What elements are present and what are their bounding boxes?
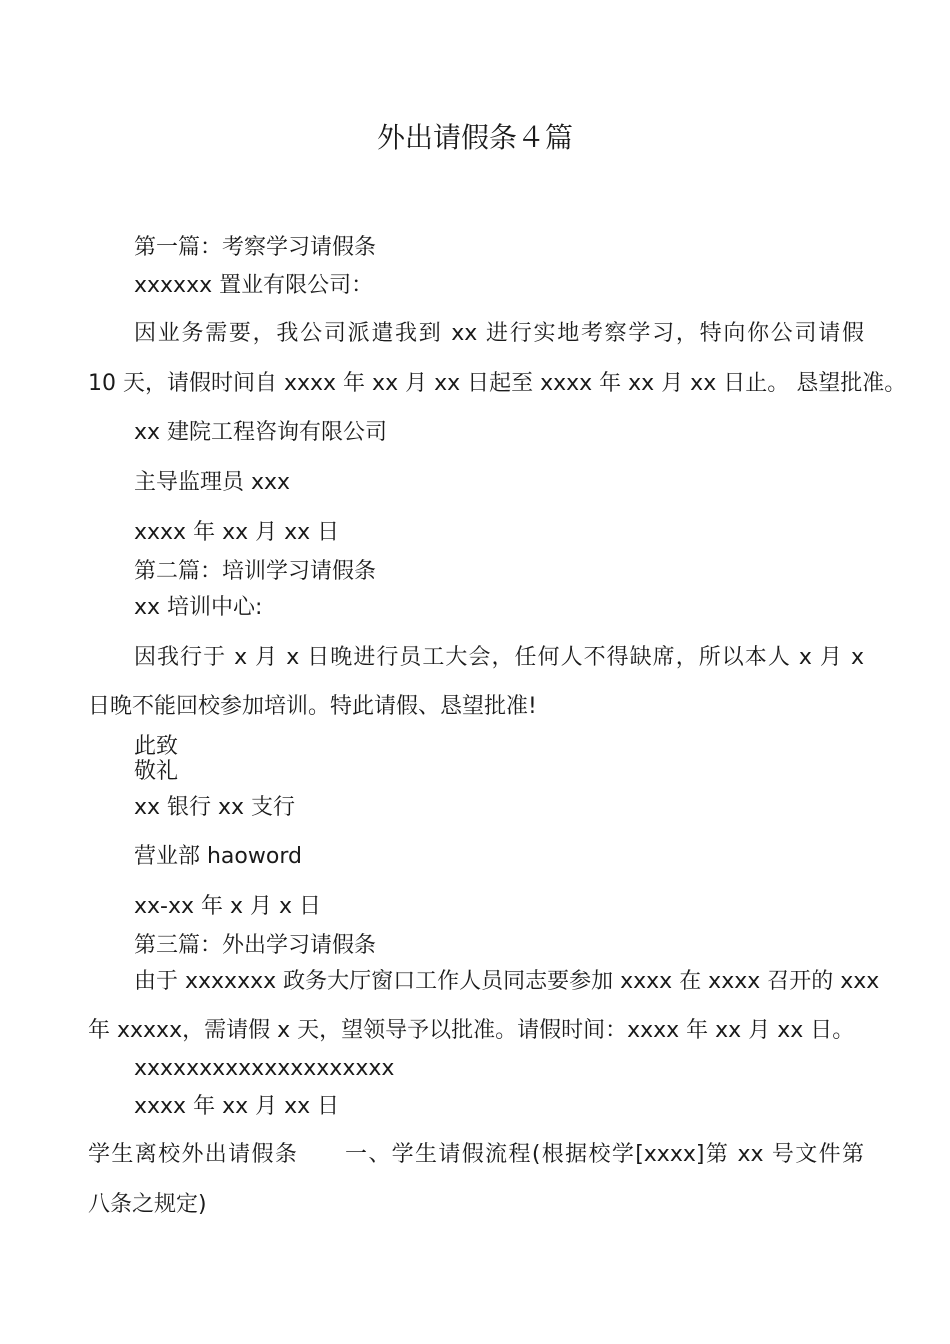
signature-name: 营业部 haoword [134,844,302,869]
body-line: 八条之规定) [88,1192,207,1217]
section-heading-1: 第一篇：考察学习请假条 [134,235,377,260]
signature-date: xx-xx 年 x 月 x 日 [134,894,322,919]
body-line: 因我行于 x 月 x 日晚进行员工大会，任何人不得缺席，所以本人 x 月 x [134,645,864,670]
closing-line: 此致 [134,734,179,759]
signature-date: xxxx 年 xx 月 xx 日 [134,1094,340,1119]
section-heading-3: 第三篇：外出学习请假条 [134,933,377,958]
body-line: 日晚不能回校参加培训。特此请假、恳望批准! [88,694,537,719]
signature-name: xxxxxxxxxxxxxxxxxxxx [134,1056,395,1081]
page-title: 外出请假条４篇 [376,121,573,154]
body-line: 由于 xxxxxxx 政务大厅窗口工作人员同志要参加 xxxx 在 xxxx 召开的 xxx [134,969,880,994]
signature-date: xxxx 年 xx 月 xx 日 [134,520,340,545]
signature-name: 主导监理员 xxx [134,470,291,495]
addressee-2: xx 培训中心: [134,595,263,620]
body-line: 年 xxxxx，需请假 x 天，望领导予以批准。请假时间：xxxx 年 xx 月 xx 日。 [88,1018,855,1043]
section-heading-2: 第二篇：培训学习请假条 [134,559,377,584]
body-line: 学生离校外出请假条 一、学生请假流程(根据校学[xxxx]第 xx 号文件第 [88,1142,864,1167]
body-line: 因业务需要，我公司派遣我到 xx 进行实地考察学习，特向你公司请假 [134,321,864,346]
addressee-1: xxxxxx 置业有限公司： [134,273,374,298]
signature-org: xx 建院工程咨询有限公司 [134,420,388,445]
signature-org: xx 银行 xx 支行 [134,795,296,820]
body-line: 10 天，请假时间自 xxxx 年 xx 月 xx 日起至 xxxx 年 xx 月 xx 日止。 恳望批准。 [88,371,907,396]
closing-line: 敬礼 [134,759,179,784]
